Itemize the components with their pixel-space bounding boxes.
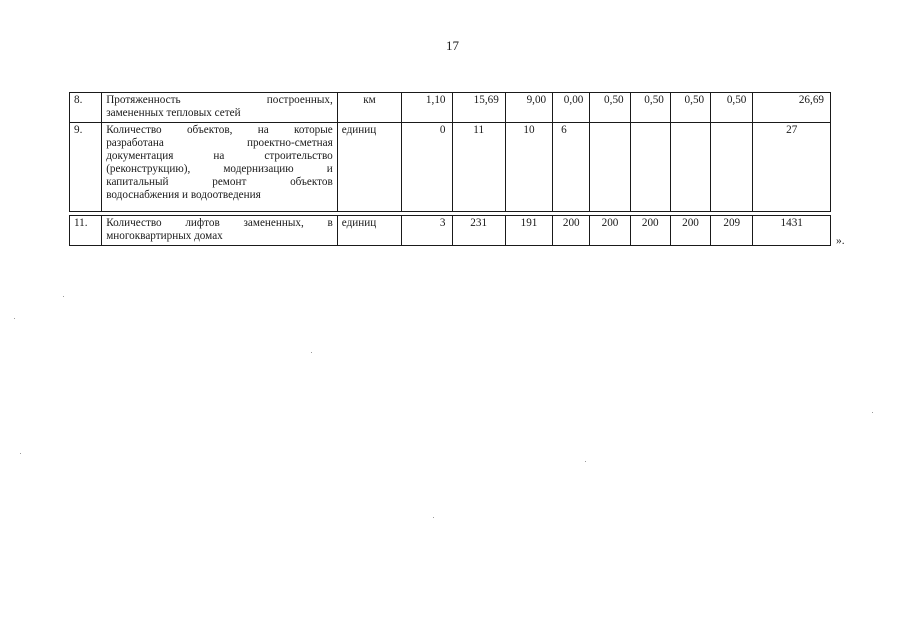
description-line: капитальный ремонт объектов <box>106 176 333 188</box>
value-cell: 27 <box>753 123 831 212</box>
description-line: разработана проектно-сметная <box>106 137 333 149</box>
value-cell: 1,10 <box>402 93 452 123</box>
value-cell: 209 <box>711 216 753 246</box>
value-cell: 9,00 <box>505 93 552 123</box>
value-cell <box>711 123 753 212</box>
value-cell: 0,50 <box>711 93 753 123</box>
scan-speck <box>585 461 586 462</box>
value-cell <box>670 123 710 212</box>
description-line: документация на строительство <box>106 150 333 162</box>
description-line: Количество лифтов замененных, в <box>106 217 333 229</box>
value-cell: 26,69 <box>753 93 831 123</box>
value-cell: 0,50 <box>590 93 630 123</box>
value-cell <box>590 123 630 212</box>
page-number: 17 <box>446 38 459 53</box>
closing-quote-mark: ». <box>836 235 845 247</box>
value-cell: 200 <box>630 216 670 246</box>
scan-speck <box>872 412 873 413</box>
value-cell: 200 <box>590 216 630 246</box>
scan-speck <box>20 453 21 454</box>
value-cell: 0,50 <box>670 93 710 123</box>
row-unit: единиц <box>337 123 401 212</box>
value-cell: 11 <box>452 123 505 212</box>
scan-speck <box>433 517 434 518</box>
value-cell: 0,00 <box>553 93 590 123</box>
scan-speck <box>63 296 64 297</box>
value-cell: 10 <box>505 123 552 212</box>
value-cell: 1431 <box>753 216 831 246</box>
row-number: 11. <box>70 216 102 246</box>
row-description <box>102 216 338 246</box>
row-unit: км <box>337 93 401 123</box>
scan-speck <box>311 352 312 353</box>
description-line: Протяженность построенных, <box>106 94 333 106</box>
indicator-table <box>69 92 831 246</box>
value-cell: 231 <box>452 216 505 246</box>
value-cell: 200 <box>553 216 590 246</box>
row-number: 8. <box>70 93 102 123</box>
row-unit: единиц <box>337 216 401 246</box>
row-description <box>102 123 338 212</box>
value-cell: 191 <box>505 216 552 246</box>
description-line: Количество объектов, на которые <box>106 124 333 136</box>
value-cell: 0 <box>402 123 452 212</box>
value-cell: 0,50 <box>630 93 670 123</box>
table-row <box>70 216 831 246</box>
description-line: многоквартирных домах <box>106 230 223 242</box>
value-cell: 15,69 <box>452 93 505 123</box>
row-number: 9. <box>70 123 102 212</box>
scan-speck <box>14 318 15 319</box>
value-cell <box>630 123 670 212</box>
value-cell: 6 <box>553 123 590 212</box>
table-row <box>70 93 831 123</box>
description-line: (реконструкцию), модернизацию и <box>106 163 333 175</box>
value-cell: 3 <box>402 216 452 246</box>
value-cell: 200 <box>670 216 710 246</box>
description-line: замененных тепловых сетей <box>106 107 241 119</box>
description-line: водоснабжения и водоотведения <box>106 189 261 201</box>
row-description <box>102 93 338 123</box>
table-row <box>70 123 831 212</box>
